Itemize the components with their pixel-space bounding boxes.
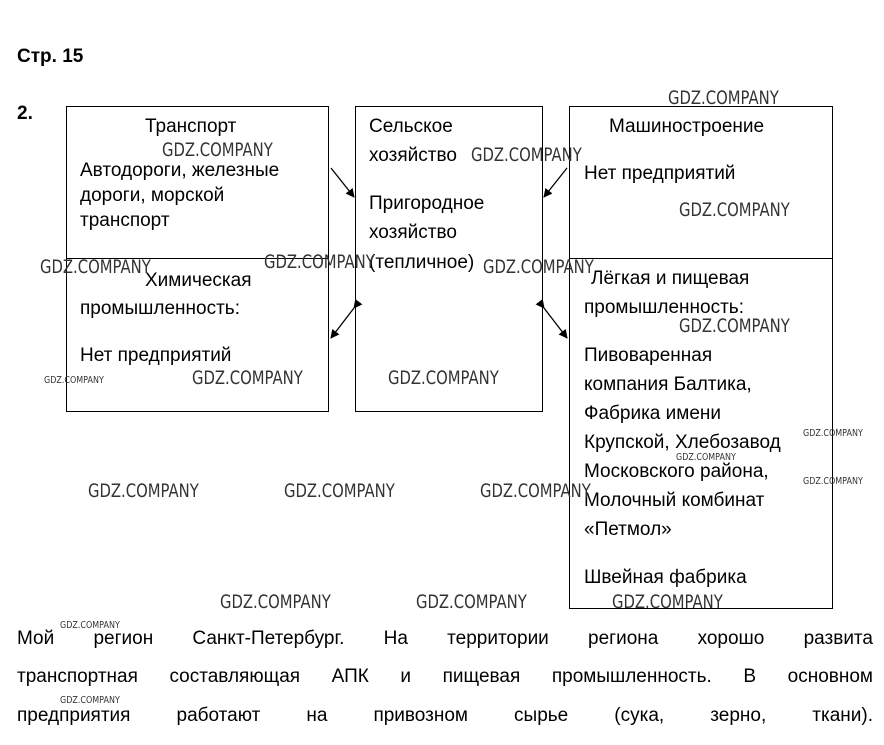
light-food-line: Московского района, <box>584 461 769 482</box>
watermark: GDZ.COMPANY <box>388 367 499 389</box>
watermark: GDZ.COMPANY <box>192 367 303 389</box>
light-food-title: Лёгкая и пищевая <box>591 268 750 289</box>
chemical-title: Химическая <box>145 270 252 291</box>
watermark: GDZ.COMPANY <box>88 480 199 502</box>
watermark: GDZ.COMPANY <box>803 428 863 439</box>
agriculture-line: Пригородное <box>369 193 485 214</box>
paragraph-line: Мой регион Санкт-Петербург. На территории региона хорошо развита <box>17 628 873 649</box>
machinery-line: Нет предприятий <box>584 163 736 184</box>
chemical-line: промышленность: <box>80 298 240 319</box>
transport-title: Транспорт <box>145 116 237 137</box>
paragraph-line: предприятия работают на привозном сырье (сука, зерно, ткани). <box>17 705 873 726</box>
watermark: GDZ.COMPANY <box>284 480 395 502</box>
watermark: GDZ.COMPANY <box>60 620 120 631</box>
watermark: GDZ.COMPANY <box>480 480 591 502</box>
transport-line: Автодороги, железные <box>80 160 280 181</box>
light-food-line: Швейная фабрика <box>584 567 747 588</box>
light-food-line: промышленность: <box>584 297 744 318</box>
light-food-line: «Петмол» <box>584 519 672 540</box>
paragraph-line: транспортная составляющая АПК и пищевая промышленность. В основном <box>17 666 873 687</box>
watermark: GDZ.COMPANY <box>162 139 273 161</box>
arrow-agriculture-light-food <box>544 308 567 338</box>
watermark: GDZ.COMPANY <box>60 695 120 706</box>
agriculture-line: хозяйство <box>369 145 457 166</box>
arrow-agriculture-chemical <box>331 308 354 338</box>
watermark: GDZ.COMPANY <box>668 87 779 109</box>
agriculture-line: (тепличное) <box>369 252 475 273</box>
watermark: GDZ.COMPANY <box>803 476 863 487</box>
watermark: GDZ.COMPANY <box>612 591 723 613</box>
light-food-line: компания Балтика, <box>584 374 752 395</box>
watermark: GDZ.COMPANY <box>416 591 527 613</box>
watermark: GDZ.COMPANY <box>676 452 736 463</box>
transport-line: дороги, морской <box>80 185 225 206</box>
light-food-line: Фабрика имени <box>584 403 721 424</box>
watermark: GDZ.COMPANY <box>679 199 790 221</box>
watermark: GDZ.COMPANY <box>483 256 594 278</box>
transport-line: транспорт <box>80 210 170 231</box>
arrow-machinery-to-agriculture <box>544 168 567 197</box>
machinery-title: Машиностроение <box>609 116 765 137</box>
arrow-transport-to-agriculture <box>331 168 354 197</box>
watermark: GDZ.COMPANY <box>679 315 790 337</box>
chemical-line: Нет предприятий <box>80 345 232 366</box>
agriculture-line: Сельское <box>369 116 453 137</box>
page-label: Стр. 15 <box>17 46 84 67</box>
watermark: GDZ.COMPANY <box>264 251 375 273</box>
task-number: 2. <box>17 103 33 124</box>
light-food-line: Пивоваренная <box>584 345 713 366</box>
watermark: GDZ.COMPANY <box>471 144 582 166</box>
light-food-line: Молочный комбинат <box>584 490 765 511</box>
watermark: GDZ.COMPANY <box>44 375 104 386</box>
light-food-line: Крупской, Хлебозавод <box>584 432 781 453</box>
watermark: GDZ.COMPANY <box>220 591 331 613</box>
watermark: GDZ.COMPANY <box>40 256 151 278</box>
agriculture-line: хозяйство <box>369 222 457 243</box>
